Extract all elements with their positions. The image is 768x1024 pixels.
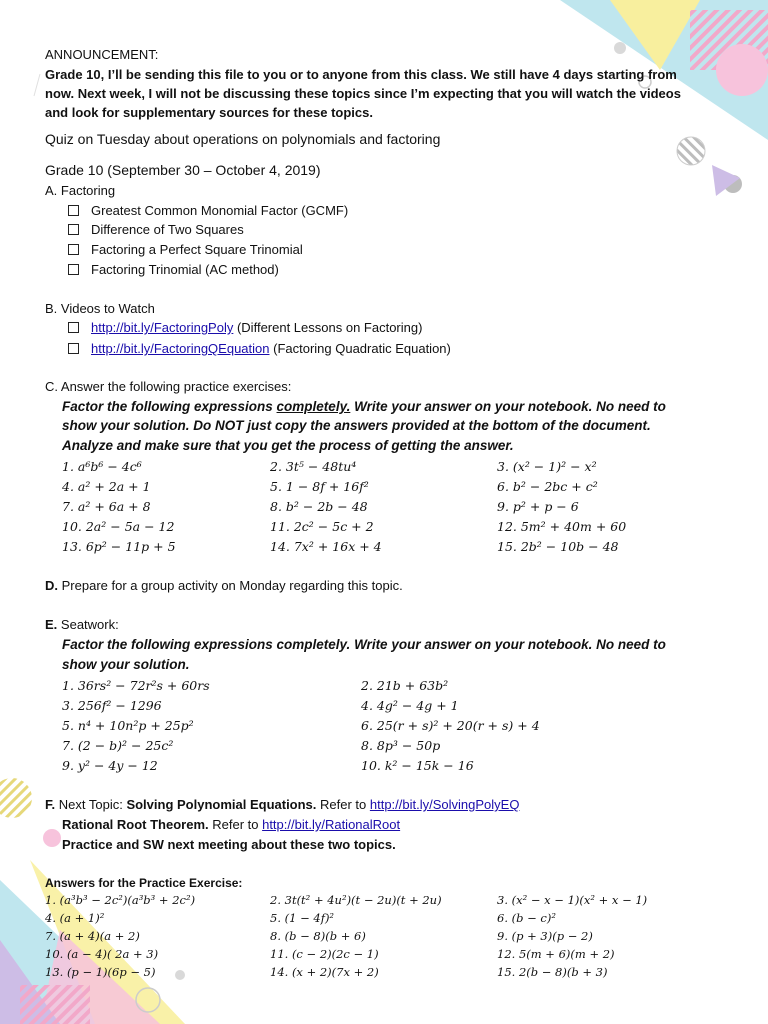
solving-poly-link[interactable]: http://bit.ly/SolvingPolyEQ <box>369 797 520 812</box>
section-c-instruction: show your solution. Do NOT just copy the answers provided at the bottom of the document. <box>62 418 651 433</box>
section-e-title: E. Seatwork: <box>45 617 119 632</box>
practice-item: 5. 1 − 8f + 16f² <box>270 479 369 494</box>
seatwork-item: 4. 4g² − 4g + 1 <box>361 698 459 713</box>
checkbox-icon[interactable] <box>68 322 79 333</box>
answer-item: 5. (1 − 4f)² <box>270 911 335 925</box>
answer-item: 4. (a + 1)² <box>45 911 105 925</box>
section-e-instruction: show your solution. <box>62 657 190 672</box>
seatwork-item: 6. 25(r + s)² + 20(r + s) + 4 <box>361 718 540 733</box>
checklist-item: Factoring a Perfect Square Trinomial <box>68 241 303 258</box>
checklist-item: Difference of Two Squares <box>68 221 244 238</box>
checkbox-icon[interactable] <box>68 343 79 354</box>
seatwork-item: 2. 21b + 63b² <box>361 678 449 693</box>
practice-item: 9. p² + p − 6 <box>497 499 579 514</box>
answer-item: 3. (x² − x − 1)(x² + x − 1) <box>497 893 648 907</box>
checkbox-icon[interactable] <box>68 205 79 216</box>
answer-item: 13. (p − 1)(6p − 5) <box>45 965 156 979</box>
quiz-note: Quiz on Tuesday about operations on polynomials and factoring <box>45 131 441 147</box>
practice-item: 1. a⁶b⁶ − 4c⁶ <box>62 459 142 474</box>
video-link[interactable]: http://bit.ly/FactoringPoly <box>91 320 234 335</box>
answer-item: 8. (b − 8)(b + 6) <box>270 929 366 943</box>
section-c-instruction: Analyze and make sure that you get the process of getting the answer. <box>62 438 514 453</box>
seatwork-item: 3. 256f² − 1296 <box>62 698 162 713</box>
answers-title: Answers for the Practice Exercise: <box>45 876 243 890</box>
section-d: D. Prepare for a group activity on Monday regarding this topic. <box>45 578 403 593</box>
checklist-item: Greatest Common Monomial Factor (GCMF) <box>68 202 348 219</box>
answer-item: 6. (b − c)² <box>497 911 556 925</box>
answer-item: 1. (a³b³ − 2c²)(a³b³ + 2c²) <box>45 893 196 907</box>
answer-item: 2. 3t(t² + 4u²)(t − 2u)(t + 2u) <box>270 893 442 907</box>
seatwork-item: 10. k² − 15k − 16 <box>361 758 474 773</box>
section-b-title: B. Videos to Watch <box>45 301 155 316</box>
practice-item: 13. 6p² − 11p + 5 <box>62 539 176 554</box>
practice-item: 8. b² − 2b − 48 <box>270 499 368 514</box>
practice-item: 15. 2b² − 10b − 48 <box>497 539 619 554</box>
answer-item: 11. (c − 2)(2c − 1) <box>270 947 379 961</box>
video-item: http://bit.ly/FactoringQEquation (Factoring Quadratic Equation) <box>68 340 451 357</box>
announcement-line: and look for supplementary sources for these topics. <box>45 105 373 120</box>
section-f-line: F. Next Topic: Solving Polynomial Equations. Refer to http://bit.ly/SolvingPolyEQ <box>45 797 520 812</box>
seatwork-item: 1. 36rs² − 72r²s + 60rs <box>62 678 210 693</box>
video-item: http://bit.ly/FactoringPoly (Different Lessons on Factoring) <box>68 319 422 336</box>
seatwork-item: 7. (2 − b)² − 25c² <box>62 738 174 753</box>
answer-item: 9. (p + 3)(p − 2) <box>497 929 593 943</box>
practice-item: 14. 7x² + 16x + 4 <box>270 539 382 554</box>
rational-root-link[interactable]: http://bit.ly/RationalRoot <box>262 817 401 832</box>
answer-item: 7. (a + 4)(a + 2) <box>45 929 140 943</box>
section-c-title: C. Answer the following practice exercises: <box>45 379 292 394</box>
section-f-line: Practice and SW next meeting about these two topics. <box>62 837 396 852</box>
announcement-line: Grade 10, I’ll be sending this file to you or to anyone from this class. We still have 4 days starting from <box>45 67 677 82</box>
practice-item: 10. 2a² − 5a − 12 <box>62 519 175 534</box>
section-c-instruction: Factor the following expressions completely. Write your answer on your notebook. No need to <box>62 399 666 414</box>
announcement-heading: ANNOUNCEMENT: <box>45 47 159 62</box>
section-f-line: Rational Root Theorem. Refer to http://bit.ly/RationalRoot <box>62 817 401 832</box>
week-title: Grade 10 (September 30 – October 4, 2019) <box>45 162 321 178</box>
checkbox-icon[interactable] <box>68 244 79 255</box>
practice-item: 6. b² − 2bc + c² <box>497 479 598 494</box>
practice-item: 2. 3t⁵ − 48tu⁴ <box>270 459 357 474</box>
practice-item: 3. (x² − 1)² − x² <box>497 459 597 474</box>
practice-item: 12. 5m² + 40m + 60 <box>497 519 627 534</box>
practice-item: 11. 2c² − 5c + 2 <box>270 519 374 534</box>
checkbox-icon[interactable] <box>68 264 79 275</box>
checklist-item: Factoring Trinomial (AC method) <box>68 261 279 278</box>
answer-item: 12. 5(m + 6)(m + 2) <box>497 947 615 961</box>
answer-item: 10. (a − 4)( 2a + 3) <box>45 947 159 961</box>
answer-item: 14. (x + 2)(7x + 2) <box>270 965 379 979</box>
video-link[interactable]: http://bit.ly/FactoringQEquation <box>91 341 270 356</box>
seatwork-item: 5. n⁴ + 10n²p + 25p² <box>62 718 194 733</box>
checkbox-icon[interactable] <box>68 224 79 235</box>
announcement-line: now. Next week, I will not be discussing these topics since I’m expecting that you will watch the videos <box>45 86 681 101</box>
practice-item: 7. a² + 6a + 8 <box>62 499 151 514</box>
seatwork-item: 9. y² − 4y − 12 <box>62 758 158 773</box>
section-a-title: A. Factoring <box>45 183 116 198</box>
practice-item: 4. a² + 2a + 1 <box>62 479 151 494</box>
answer-item: 15. 2(b − 8)(b + 3) <box>497 965 608 979</box>
seatwork-item: 8. 8p³ − 50p <box>361 738 441 753</box>
section-e-instruction: Factor the following expressions completely. Write your answer on your notebook. No need to <box>62 637 666 652</box>
